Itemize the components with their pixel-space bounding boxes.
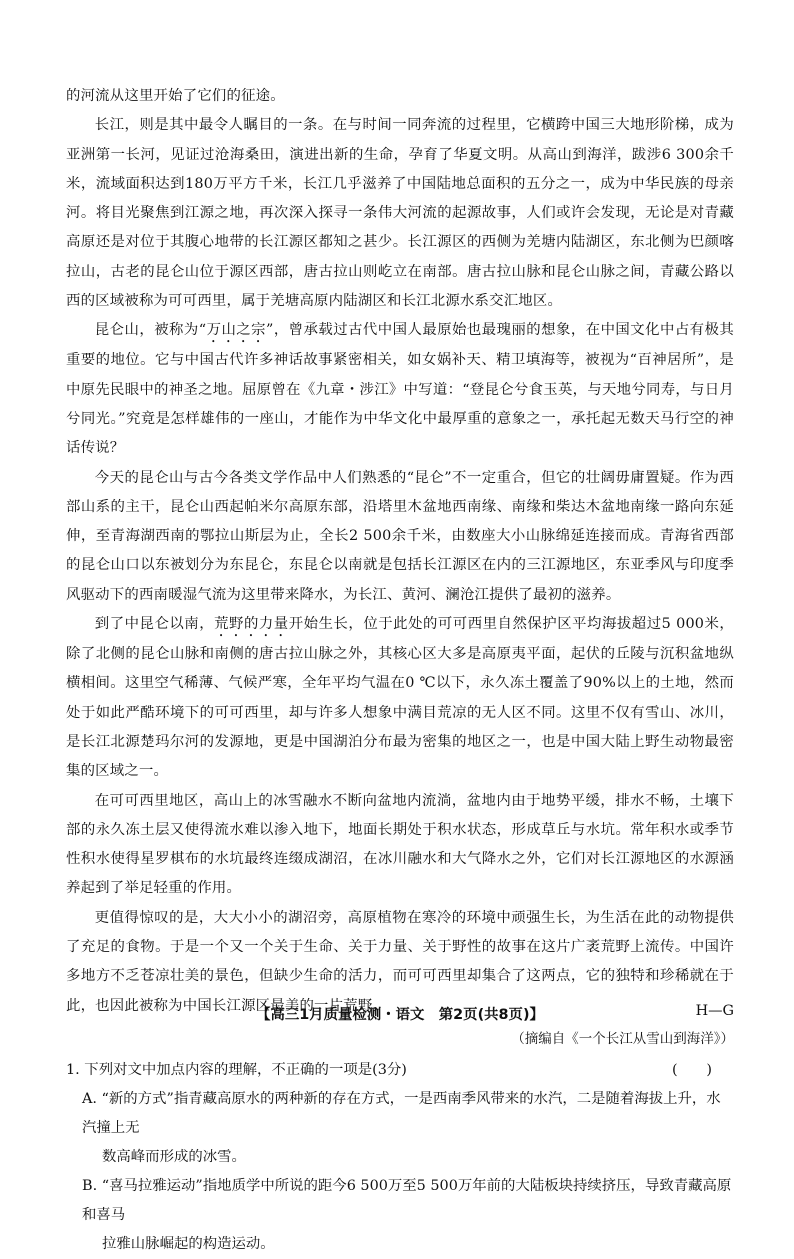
option-a-line-2: 数高峰而形成的冰雪。 xyxy=(102,1148,246,1165)
paragraph-3: 今天的昆仑山与古今各类文学作品中人们熟悉的“昆仑”不一定重合，但它的壮阔毋庸置疑。作为西部山系的主干，昆仑山西起帕米尔高原东部，沿塔里木盆地西南缘、南缘和柴达木盆地南缘一路向东延伸，至青海湖西南的鄂拉山斯层为止，全长2 500余千米，由数座大小山脉绵延连接而成。青海省西部的昆仑山口以东被划分为东昆仑，东昆仑以南就是包括长江源区在内的三江源地区，东亚季风与印度季风驱动下的西南暖湿气流为这里带来降水，为长江、黄河、澜沧江提供了最初的滋养。 xyxy=(66,469,734,603)
dotted-term-huangye: 荒野的力量 xyxy=(214,616,289,633)
source-citation: （摘编自《一个长江从雪山到海洋》） xyxy=(511,1030,734,1047)
answer-blank: ( ) xyxy=(671,1061,712,1078)
paragraph-0: 的河流从这里开始了它们的征途。 xyxy=(66,88,285,104)
paragraph-2 xyxy=(66,316,734,463)
question-1-stem xyxy=(66,1056,734,1085)
paragraph-2-post: ”，曾承载过古代中国人最原始也最瑰丽的想象，在中国文化中占有极其重要的地位。它与中国古代许多神话故事紧密相关，如女娲补天、精卫填海等，被视为“百神居所”，是中原先民眼中的神圣之地。屈原曾在《九章・涉江》中写道：“登昆仑兮食玉英，与天地兮同寿，与日月兮同光。”究竟是怎样雄伟的一座山，才能作为中华文化中最厚重的意象之一，承托起无数天马行空的神话传说？ xyxy=(66,322,734,457)
page-footer xyxy=(66,1003,734,1024)
paragraph-5: 在可可西里地区，高山上的冰雪融水不断向盆地内流淌，盆地内由于地势平缓，排水不畅，土壤下部的永久冻土层又使得流水难以渗入地下，地面长期处于积水状态，形成草丘与水坑。常年积水或季节性积水使得星罗棋布的水坑最终连缀成湖沼，在冰川融水和大气降水之外，它们对长江源地区的水源涵养起到了举足轻重的作用。 xyxy=(66,792,734,897)
question-1-text: 1. 下列对文中加点内容的理解，不正确的一项是(3分) xyxy=(66,1061,407,1078)
paragraph-6: 更值得惊叹的是，大大小小的湖沼旁，高原植物在寒冷的环境中顽强生长，为生活在此的动物提供了充足的食物。于是一个又一个关于生命、关于力量、关于野性的故事在这片广袤荒野上流传。中国许多地方不乏苍凉壮美的景色，但缺少生命的活力，而可可西里却集合了这两点，它的独特和珍稀就在于此，也因此被称为中国长江源区最美的一片荒野。 xyxy=(66,909,734,1014)
paragraph-2-pre: 昆仑山，被称为“ xyxy=(94,322,207,339)
option-a-line-1: A. “新的方式”指青藏高原水的两种新的存在方式，一是西南季风带来的水汽，二是随着海拔上升，水汽撞上无 xyxy=(82,1090,721,1136)
paragraph-4-pre: 到了中昆仑以南， xyxy=(94,616,215,633)
dotted-term-wanshanzhizong: 万山之宗 xyxy=(206,322,266,339)
paragraph-1: 长江，则是其中最令人瞩目的一条。在与时间一同奔流的过程里，它横跨中国三大地形阶梯，成为亚洲第一长河，见证过沧海桑田，演进出新的生命，孕育了华夏文明。从高山到海洋，跋涉6 300余千米，流域面积达到180万平方千米，长江几乎滋养了中国陆地总面积的五分之一，成为中华民族的母亲河。将目光聚焦到江源之地，再次深入探寻一条伟大河流的起源故事，人们或许会发现，无论是对青藏高原还是对位于其腹心地带的长江源区都知之甚少。长江源区的西侧为羌塘内陆湖区，东北侧为巴颜喀拉山，古老的昆仑山位于源区西部，唐古拉山则屹立在南部。唐古拉山脉和昆仑山脉之间，青藏公路以西的区域被称为可可西里，属于羌塘高原内陆湖区和长江北源水系交汇地区。 xyxy=(66,117,734,310)
paragraph-4-post: 开始生长，位于此处的可可西里自然保护区平均海拔超过5 000米，除了北侧的昆仑山脉和南侧的唐古拉山脉之外，其核心区大多是高原夷平面，起伏的丘陵与沉积盆地纵横相间。这里空气稀薄、气候严寒，全年平均气温在0 ℃以下，永久冻土覆盖了90%以上的土地，然而处于如此严酷环境下的可可西里，却与许多人想象中满目荒凉的无人区不同。这里不仅有雪山、冰川，是长江北源楚玛尔河的发源地，更是中国湖泊分布最为密集的地区之一，也是中国大陆上野生动物最密集的区域之一。 xyxy=(66,616,734,780)
footer-code: H—G xyxy=(695,1003,734,1019)
option-b-line-1: B. “喜马拉雅运动”指地质学中所说的距今6 500万至5 500万年前的大陆板块持续挤压，导致青藏高原和喜马 xyxy=(82,1177,732,1223)
paragraph-4 xyxy=(66,610,734,786)
document-body xyxy=(66,82,734,1259)
option-b-line-2: 拉雅山脉崛起的构造运动。 xyxy=(102,1235,275,1252)
footer-title: 【高三1月质量检测・语文 第2页(共8页)】 xyxy=(256,1007,544,1023)
